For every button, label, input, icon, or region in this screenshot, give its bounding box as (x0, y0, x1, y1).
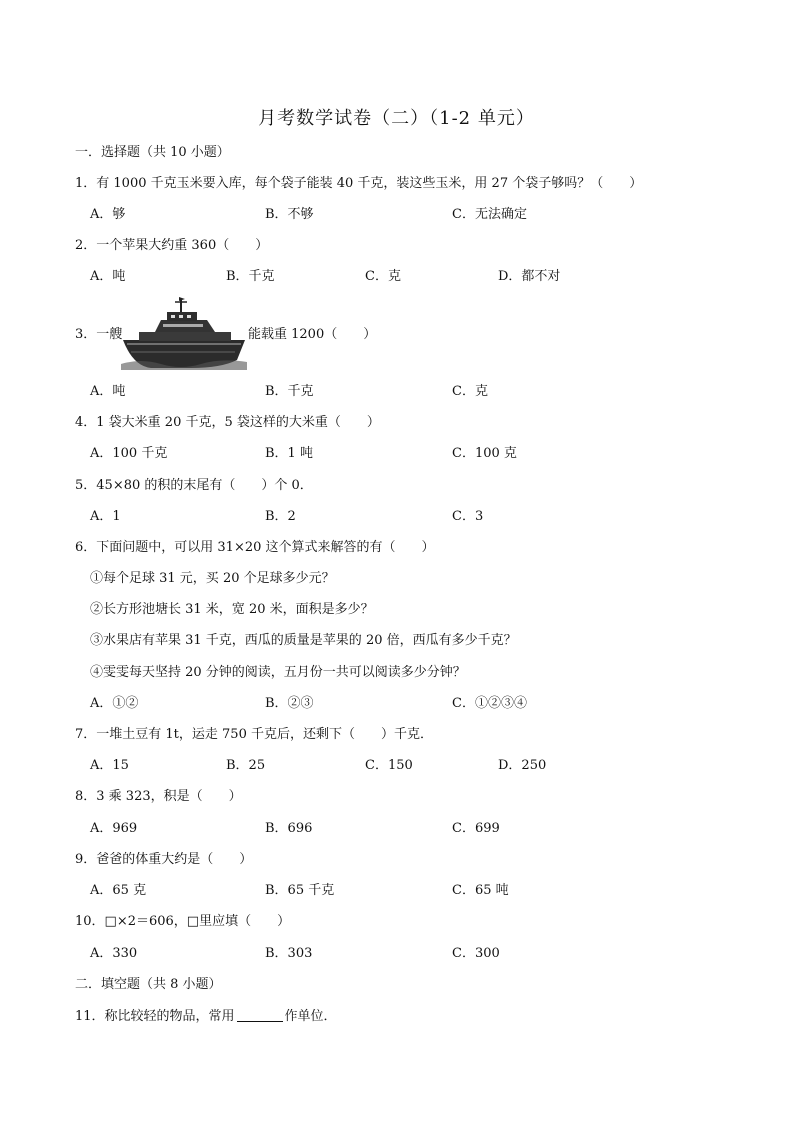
q6-item-2: ②长方形池塘长 31 米，宽 20 米，面积是多少？ (90, 602, 374, 617)
question-11 (75, 1007, 337, 1026)
q7-option-c: C．150 (365, 758, 413, 773)
q4-option-c: C．100 克 (452, 446, 517, 461)
q9-option-b: B．65 千克 (265, 883, 335, 898)
q3-option-b: B．千克 (265, 384, 314, 399)
q11-suffix: 作单位． (284, 1009, 337, 1024)
q6-option-b: B．②③ (265, 696, 314, 711)
q4-option-b: B．1 吨 (265, 446, 313, 461)
question-9: 9．爸爸的体重大约是（ ） (75, 852, 253, 867)
q9-option-c: C．65 吨 (452, 883, 509, 898)
question-6: 6．下面问题中，可以用 31×20 这个算式来解答的有（ ） (75, 540, 435, 555)
ship-image (121, 296, 247, 370)
q10-option-c: C．300 (452, 946, 500, 961)
q4-option-a: A．100 千克 (90, 446, 168, 461)
q1-option-a: A．够 (90, 207, 126, 222)
q8-option-c: C．699 (452, 821, 500, 836)
q9-option-a: A．65 克 (90, 883, 147, 898)
page-title: 月考数学试卷（二）（1-2 单元） (258, 108, 535, 129)
q7-option-d: D．250 (498, 758, 547, 773)
q7-option-a: A．15 (90, 758, 129, 773)
section-heading-choice: 一．选择题（共 10 小题） (75, 145, 230, 160)
q7-option-b: B．25 (226, 758, 266, 773)
q2-option-a: A．吨 (90, 269, 126, 284)
q2-option-d: D．都不对 (498, 269, 561, 284)
q6-item-1: ①每个足球 31 元，买 20 个足球多少元？ (90, 571, 335, 586)
q5-option-a: A．1 (90, 509, 121, 524)
q6-option-c: C．①②③④ (452, 696, 527, 711)
q5-option-b: B．2 (265, 509, 296, 524)
question-7: 7．一堆土豆有 1t，运走 750 千克后，还剩下（ ）千克． (75, 727, 433, 742)
q3-option-c: C．克 (452, 384, 488, 399)
question-3-suffix: 能载重 1200（ ） (248, 327, 377, 342)
q6-item-4: ④雯雯每天坚持 20 分钟的阅读，五月份一共可以阅读多少分钟？ (90, 665, 466, 680)
q10-option-b: B．303 (265, 946, 313, 961)
q2-option-c: C．克 (365, 269, 401, 284)
q3-option-a: A．吨 (90, 384, 126, 399)
q11-prefix: 11．称比较轻的物品，常用 (75, 1009, 235, 1024)
q8-option-a: A．969 (90, 821, 138, 836)
question-3-prefix: 3．一艘 (75, 327, 123, 342)
q6-option-a: A．①② (90, 696, 139, 711)
section-heading-fill: 二．填空题（共 8 小题） (75, 977, 222, 992)
q1-option-b: B．不够 (265, 207, 314, 222)
question-5: 5．45×80 的积的末尾有（ ）个 0． (75, 478, 313, 493)
question-1: 1．有 1000 千克玉米要入库，每个袋子能装 40 千克，装这些玉米，用 27 个袋子够吗？（ ） (75, 176, 643, 191)
question-10: 10．□×2＝606，□里应填（ ） (75, 914, 291, 929)
q11-answer-blank (237, 1007, 283, 1022)
q8-option-b: B．696 (265, 821, 313, 836)
q1-option-c: C．无法确定 (452, 207, 527, 222)
q5-option-c: C．3 (452, 509, 484, 524)
q2-option-b: B．千克 (226, 269, 275, 284)
question-2: 2．一个苹果大约重 360（ ） (75, 238, 269, 253)
q10-option-a: A．330 (90, 946, 138, 961)
question-8: 8．3 乘 323，积是（ ） (75, 789, 242, 804)
q6-item-3: ③水果店有苹果 31 千克，西瓜的质量是苹果的 20 倍，西瓜有多少千克？ (90, 633, 517, 648)
question-4: 4．1 袋大米重 20 千克，5 袋这样的大米重（ ） (75, 415, 380, 430)
